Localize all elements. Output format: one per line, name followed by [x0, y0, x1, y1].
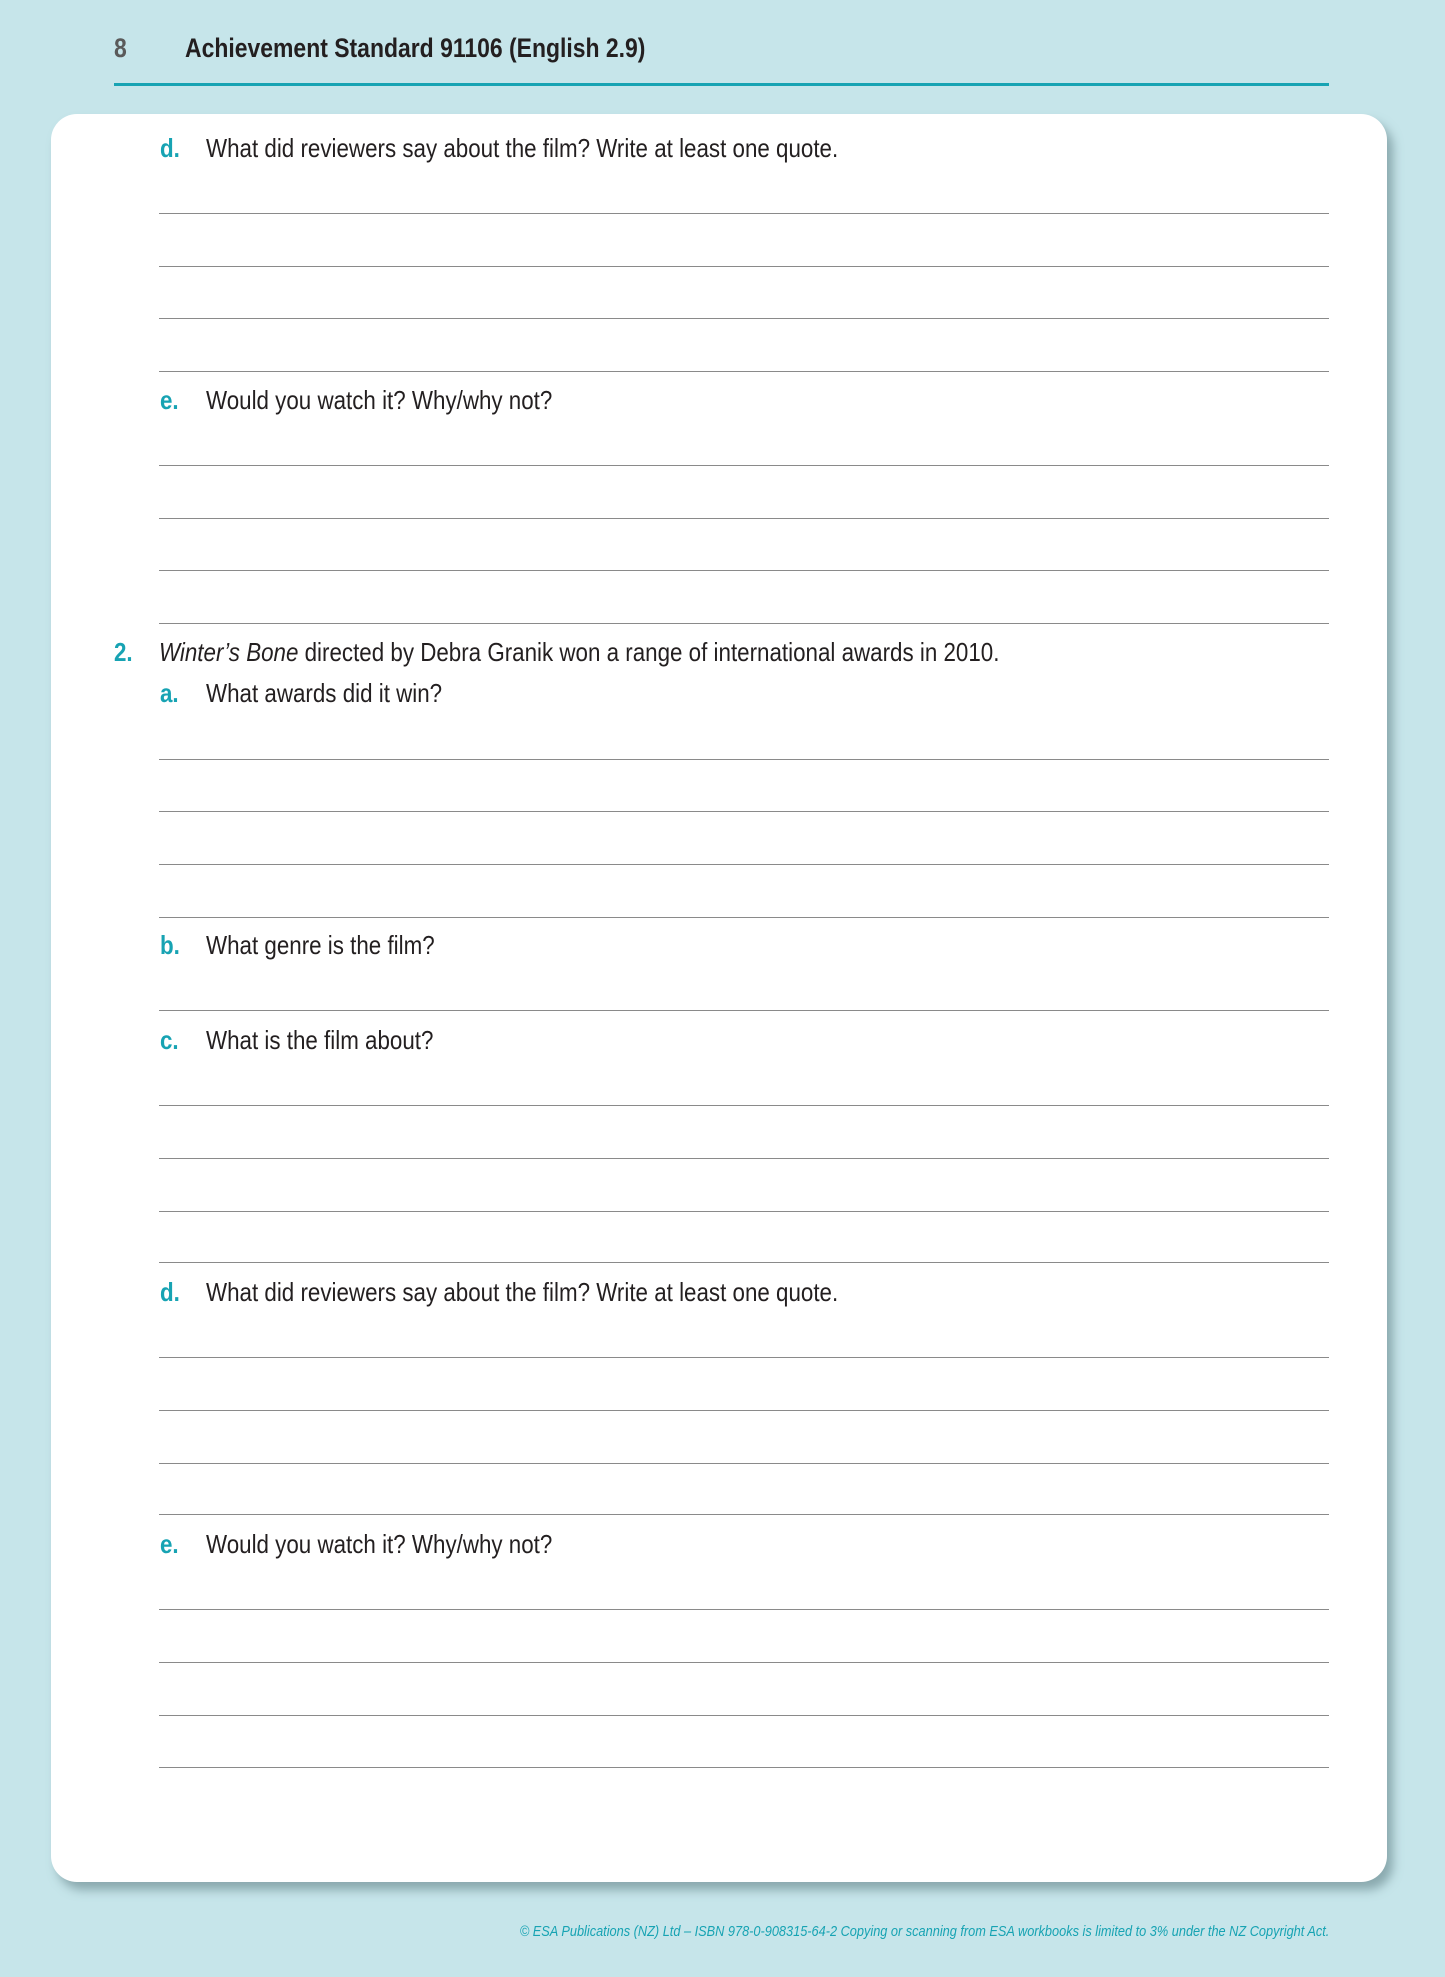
question-text: What is the film about? — [206, 1025, 434, 1055]
answer-line[interactable] — [159, 1514, 1329, 1515]
answer-line[interactable] — [159, 1463, 1329, 1464]
question-label: b. — [160, 930, 180, 960]
answer-line[interactable] — [159, 213, 1329, 214]
answer-line[interactable] — [159, 1767, 1329, 1768]
question-text: What did reviewers say about the film? Write at least one quote. — [206, 133, 839, 163]
question-label: c. — [160, 1025, 179, 1055]
copyright-footer: © ESA Publications (NZ) Ltd – ISBN 978-0-908315-64-2 Copying or scanning from ESA workbooks is limited to 3% under the NZ Copyright Act. — [519, 1923, 1329, 1940]
question-text: What awards did it win? — [206, 678, 443, 708]
question-text: What genre is the film? — [206, 930, 435, 960]
film-title: Winter’s Bone — [159, 637, 299, 667]
answer-line[interactable] — [159, 318, 1329, 319]
question-text: Would you watch it? Why/why not? — [206, 1529, 553, 1559]
question-heading-text: directed by Debra Granik won a range of international awards in 2010. — [298, 637, 1000, 667]
question-number: 2. — [114, 637, 133, 667]
page-number: 8 — [114, 33, 127, 63]
answer-line[interactable] — [159, 759, 1329, 760]
question-label: d. — [160, 133, 180, 163]
answer-line[interactable] — [159, 1715, 1329, 1716]
question-text: Would you watch it? Why/why not? — [206, 385, 553, 415]
answer-line[interactable] — [159, 518, 1329, 519]
answer-line[interactable] — [159, 1158, 1329, 1159]
answer-line[interactable] — [159, 371, 1329, 372]
answer-line[interactable] — [159, 864, 1329, 865]
answer-line[interactable] — [159, 465, 1329, 466]
answer-line[interactable] — [159, 811, 1329, 812]
answer-line[interactable] — [159, 1010, 1329, 1011]
answer-line[interactable] — [159, 623, 1329, 624]
page-title: Achievement Standard 91106 (English 2.9) — [185, 33, 646, 63]
answer-line[interactable] — [159, 1357, 1329, 1358]
question-label: a. — [160, 678, 179, 708]
answer-line[interactable] — [159, 917, 1329, 918]
answer-line[interactable] — [159, 570, 1329, 571]
answer-line[interactable] — [159, 1105, 1329, 1106]
answer-line[interactable] — [159, 266, 1329, 267]
header-rule — [114, 83, 1329, 86]
worksheet-card — [51, 114, 1387, 1882]
question-label: d. — [160, 1277, 180, 1307]
question-text: What did reviewers say about the film? Write at least one quote. — [206, 1277, 839, 1307]
question-label: e. — [160, 1529, 179, 1559]
answer-line[interactable] — [159, 1609, 1329, 1610]
answer-line[interactable] — [159, 1410, 1329, 1411]
answer-line[interactable] — [159, 1262, 1329, 1263]
answer-line[interactable] — [159, 1662, 1329, 1663]
question-heading — [159, 637, 999, 668]
question-label: e. — [160, 385, 179, 415]
answer-line[interactable] — [159, 1211, 1329, 1212]
